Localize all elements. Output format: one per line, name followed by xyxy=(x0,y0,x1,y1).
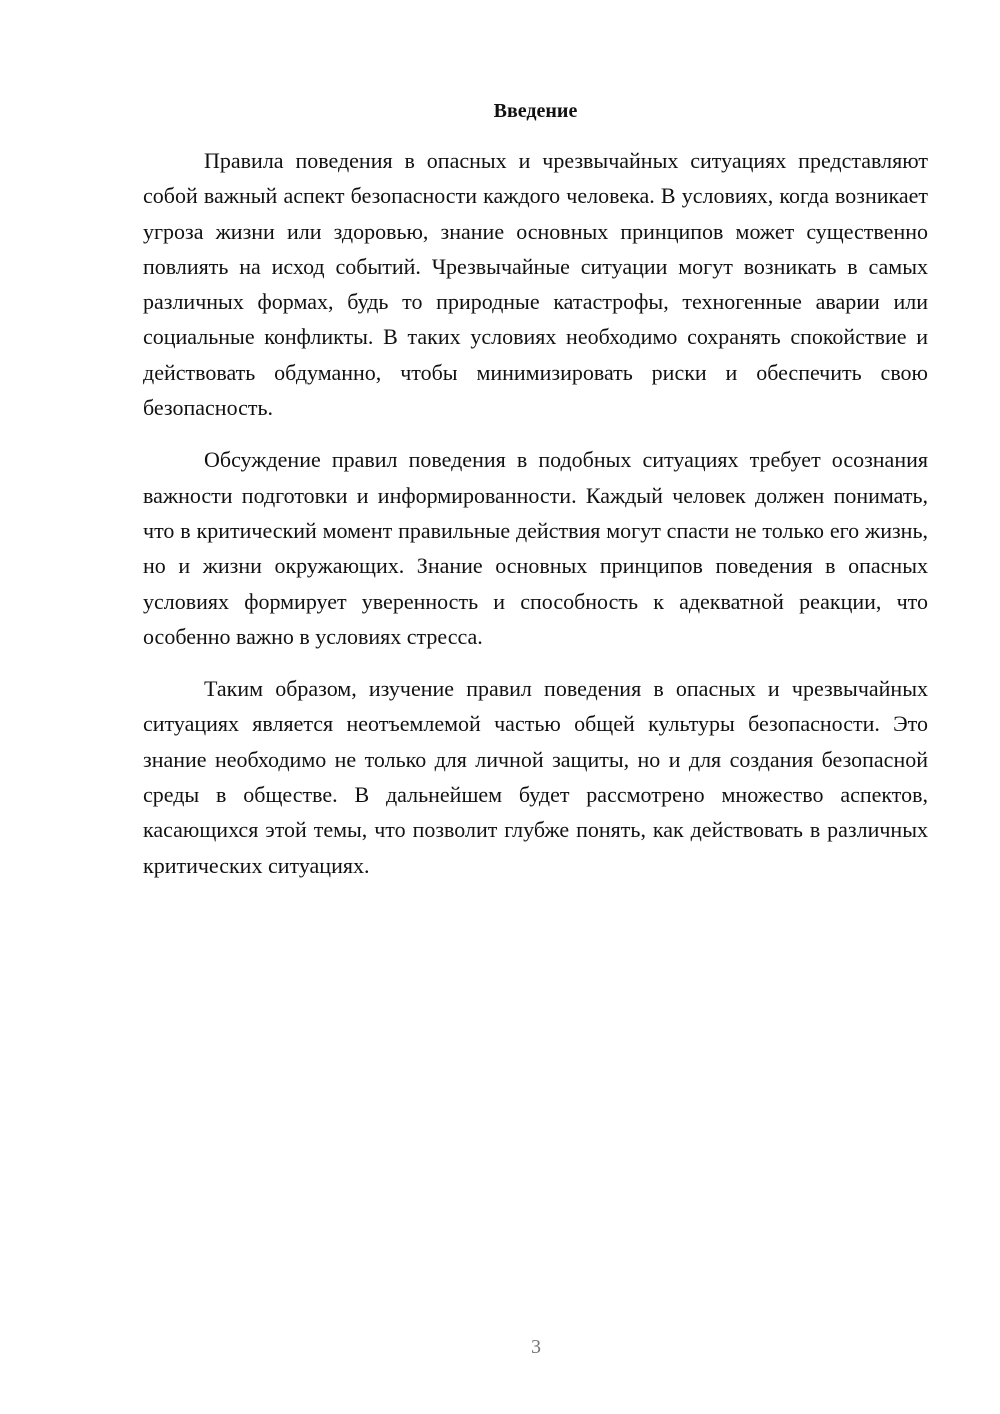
body-text xyxy=(143,143,928,900)
page-number: 3 xyxy=(531,1336,541,1358)
paragraph-1: Правила поведения в опасных и чрезвычайных ситуациях представляют собой важный аспект безопасности каждого человека. В условиях, когда возникает угроза жизни или здоровью, знание основных принципов может существенно повлиять на исход событий. Чрезвычайные ситуации могут возникать в самых различных формах, будь то природные катастрофы, техногенные аварии или социальные конфликты. В таких условиях необходимо сохранять спокойствие и действовать обдуманно, чтобы минимизировать риски и обеспечить свою безопасность. xyxy=(143,148,928,421)
paragraph-3: Таким образом, изучение правил поведения в опасных и чрезвычайных ситуациях является неотъемлемой частью общей культуры безопасности. Это знание необходимо не только для личной защиты, но и для создания безопасной среды в обществе. В дальнейшем будет рассмотрено множество аспектов, касающихся этой темы, что позволит глубже понять, как действовать в различных критических ситуациях. xyxy=(143,676,928,878)
section-heading: Введение xyxy=(493,100,578,122)
paragraph-2: Обсуждение правил поведения в подобных ситуациях требует осознания важности подготовки и информированности. Каждый человек должен понимать, что в критический момент правильные действия могут спасти не только его жизнь, но и жизни окружающих. Знание основных принципов поведения в опасных условиях формирует уверенность и способность к адекватной реакции, что особенно важно в условиях стресса. xyxy=(143,447,928,649)
